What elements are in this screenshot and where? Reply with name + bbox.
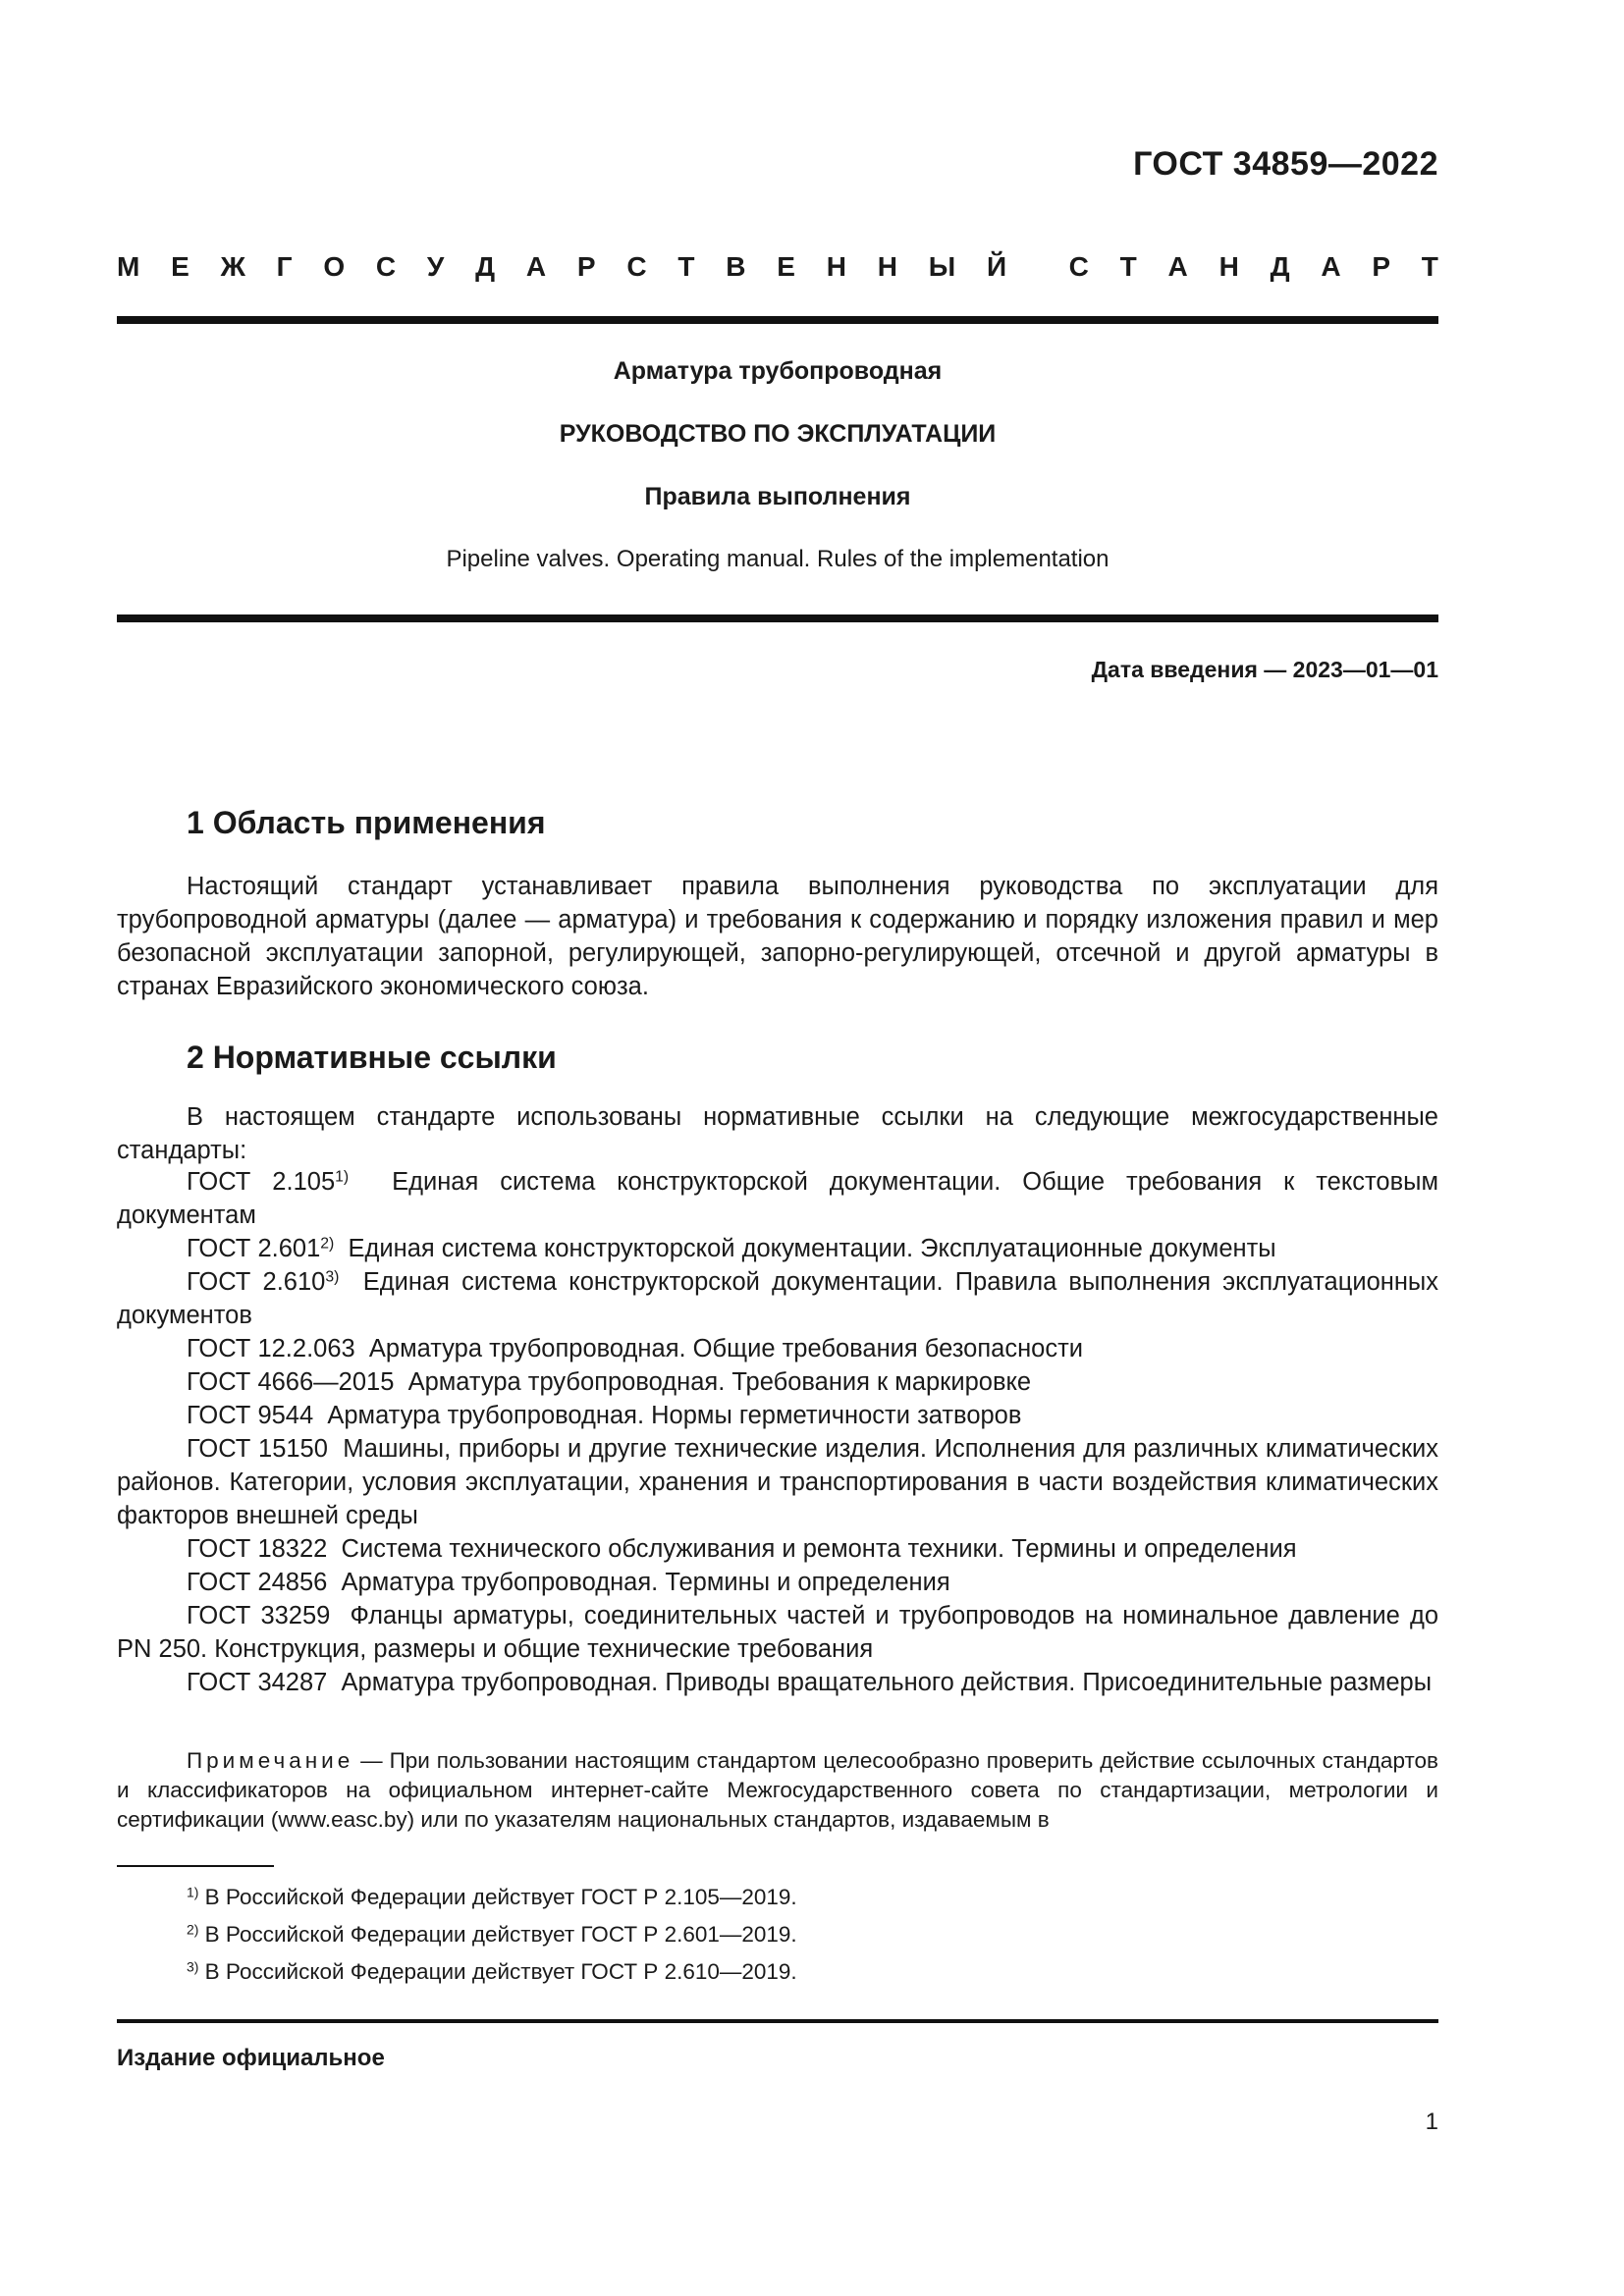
footnote-text: В Российской Федерации действует ГОСТ Р 2.601—2019. [204,1922,797,1947]
reference-title: Фланцы арматуры, соединительных частей и трубопроводов на номинальное давление до PN 250. Конструкция, размеры и общие технические требования [117,1602,1439,1663]
reference-item [117,1566,1438,1599]
header-divider [117,316,1438,324]
reference-code: ГОСТ 33259 [187,1602,331,1629]
reference-item [117,1432,1438,1532]
interstate-standard-banner [117,251,1438,283]
standard-number: ГОСТ 34859—2022 [1133,145,1438,183]
banner-letter: Т [1119,251,1137,282]
reference-title: Арматура трубопроводная. Приводы вращательного действия. Присоединительные размеры [341,1669,1433,1696]
note-text: — При пользовании настоящим стандартом целесообразно проверить действие ссылочных стандартов и классификаторов на официальном интернет-сайте Межгосударственного совета по стандартизации, метрологии и сертификации (www.easc.by) или по указателям национальных стандартов, издаваемым в [117,1748,1438,1832]
banner-letter: С [1068,251,1089,282]
banner-letter: Ж [220,251,245,282]
reference-title: Арматура трубопроводная. Нормы герметичности затворов [327,1402,1022,1429]
page-number: 1 [1425,2109,1438,2135]
reference-title: Система технического обслуживания и ремонта техники. Термины и определения [341,1535,1297,1563]
banner-letter: Д [1270,251,1290,282]
edition-label: Издание официальное [117,2045,385,2071]
reference-code: ГОСТ 24856 [187,1569,328,1596]
banner-letter: Н [826,251,846,282]
title-divider [117,614,1438,622]
section-2-intro [117,1100,1438,1167]
reference-item [117,1265,1438,1332]
banner-letter: А [1167,251,1188,282]
reference-item [117,1599,1438,1666]
footnote-mark: 1) [187,1884,199,1900]
reference-code: ГОСТ 2.105 [187,1168,336,1196]
banner-letter: В [726,251,746,282]
reference-footnote-mark: 3) [325,1268,340,1286]
reference-title: Машины, приборы и другие технические изделия. Исполнения для различных климатических районов. Категории, условия эксплуатации, хранения и транспортирования в части воздействия климатических факторов внешней среды [117,1435,1439,1529]
note-paragraph [117,1746,1438,1835]
reference-code: ГОСТ 9544 [187,1402,314,1429]
banner-letter: С [375,251,397,282]
banner-letter: Е [777,251,795,282]
reference-title: Единая система конструкторской документации. Эксплуатационные документы [348,1235,1276,1262]
title-subtitle: Правила выполнения [644,483,911,510]
note-label: Примечание [187,1748,354,1773]
banner-letter: О [323,251,346,282]
banner-letter: Й [986,251,1007,282]
footnote-text: В Российской Федерации действует ГОСТ Р 2.105—2019. [204,1885,797,1909]
footnote-separator [117,1865,274,1867]
section-2-heading: 2 Нормативные ссылки [187,1040,557,1075]
footnote-2 [187,1922,797,1948]
banner-letter: Ы [928,251,956,282]
banner-letter: Н [1218,251,1239,282]
banner-letter: С [626,251,647,282]
reference-title: Единая система конструкторской документации. Общие требования к текстовым документам [117,1168,1438,1229]
banner-letter: А [1321,251,1341,282]
reference-title: Арматура трубопроводная. Требования к маркировке [407,1368,1032,1396]
reference-title: Единая система конструкторской документации. Правила выполнения эксплуатационных документов [117,1268,1438,1329]
reference-footnote-mark: 1) [335,1168,350,1186]
footnote-mark: 2) [187,1921,199,1938]
reference-footnote-mark: 2) [320,1235,335,1253]
title-main: РУКОВОДСТВО ПО ЭКСПЛУАТАЦИИ [559,420,997,448]
reference-item [117,1399,1438,1432]
section-1-paragraph: Настоящий стандарт устанавливает правила выполнения руководства по эксплуатации для трубопроводной арматуры (далее — арматура) и требования к содержанию и порядку изложения правил и мер безопасной эксплуатации запорной, регулирующей, запорно-регулирующей, отсечной и другой арматуры в странах Евразийского экономического союза. [117,873,1438,1000]
footnote-1 [187,1885,797,1910]
section-2-intro-paragraph: В настоящем стандарте использованы нормативные ссылки на следующие межгосударственные стандарты: [117,1103,1438,1164]
introduction-date: Дата введения — 2023—01—01 [1091,657,1438,682]
banner-letter: Г [276,251,293,282]
banner-letter: А [525,251,547,282]
footnote-text: В Российской Федерации действует ГОСТ Р 2.610—2019. [204,1959,797,1984]
banner-letter: У [426,251,445,282]
reference-code: ГОСТ 12.2.063 [187,1335,355,1362]
banner-letter: Т [677,251,695,282]
banner-letter: Е [171,251,189,282]
banner-letter: Н [877,251,897,282]
reference-code: ГОСТ 18322 [187,1535,328,1563]
reference-code: ГОСТ 2.610 [187,1268,326,1296]
reference-item [117,1165,1438,1232]
title-subject: Арматура трубопроводная [613,357,943,385]
reference-code: ГОСТ 34287 [187,1669,328,1696]
footnote-mark: 3) [187,1958,199,1975]
footer-divider [117,2019,1438,2023]
reference-code: ГОСТ 4666—2015 [187,1368,395,1396]
reference-title: Арматура трубопроводная. Общие требования безопасности [368,1335,1084,1362]
banner-letter: М [117,251,140,282]
reference-item [117,1532,1438,1566]
reference-item [117,1365,1438,1399]
reference-code: ГОСТ 15150 [187,1435,328,1463]
reference-item [117,1666,1438,1699]
banner-letter: Т [1421,251,1438,282]
reference-code: ГОСТ 2.601 [187,1235,321,1262]
section-1-heading: 1 Область применения [187,805,546,840]
banner-letter: Д [475,251,496,282]
title-english: Pipeline valves. Operating manual. Rules of the implementation [446,546,1110,572]
section-1-text [117,870,1438,1003]
banner-letter: Р [1372,251,1391,282]
reference-title: Арматура трубопроводная. Термины и определения [341,1569,950,1596]
normative-references-list [117,1165,1438,1699]
reference-item [117,1232,1438,1265]
banner-letter: Р [576,251,596,282]
footnote-3 [187,1959,797,1985]
reference-item [117,1332,1438,1365]
